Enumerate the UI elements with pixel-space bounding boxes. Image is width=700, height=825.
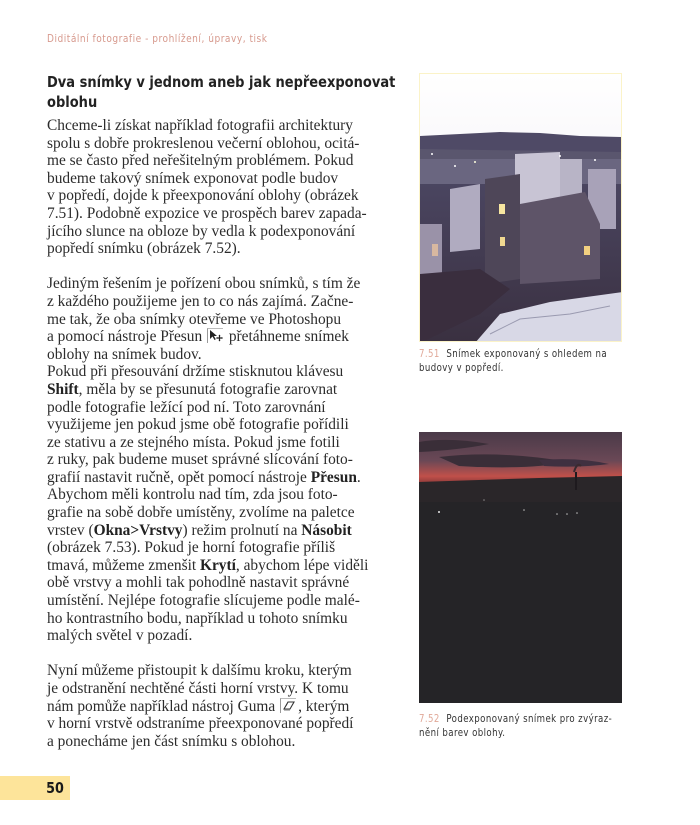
text-line: (obrázek 7.53). Pokud je horní fotografie příliš [47, 539, 336, 557]
text-line: spolu s dobře prokreslenou večerní oblohou, ocitá- [47, 134, 360, 152]
photo-underexposed-sky [419, 432, 622, 703]
text-segment: a pomocí nástroje Přesun [47, 328, 203, 346]
section-title [47, 72, 400, 112]
text-line: a ponecháme jen část snímku s oblohou. [47, 732, 296, 750]
text-line: Jediným řešením je pořízení obou snímků, s tím že [47, 275, 361, 293]
text-line: budeme takový snímek exponovat podle budov [47, 169, 339, 187]
text-line [47, 469, 387, 487]
text-line: jícího slunce na obloze by vedla k podexponování [47, 222, 356, 240]
text-line: me se často před neřešitelným problémem. Pokud [47, 152, 354, 170]
section-title-line: Dva snímky v jednom aneb jak nepřeexponovat [47, 73, 396, 91]
paragraph-3 [47, 363, 387, 645]
move-tool-icon [207, 328, 223, 343]
page-number-tab [0, 776, 70, 800]
text-line: ho kontrastního bodu, například u tohoto snímku [47, 609, 348, 627]
text-line [47, 557, 387, 575]
text-segment: , kterým [298, 697, 350, 715]
text-segment: vrstev ( [47, 521, 94, 539]
text-segment: ) režim prolnutí na [182, 521, 302, 539]
caption-text: budovy v popředí. [419, 361, 504, 374]
figure-caption [419, 348, 616, 375]
keyword-shift: Shift [47, 380, 79, 398]
text-line: v popředí, dojde k přeexponování oblohy (obrázek [47, 187, 359, 205]
text-segment: přetáhneme snímek [225, 328, 349, 346]
text-segment: grafií nastavit ručně, opět pomocí nástroje [47, 468, 311, 486]
text-line: umístění. Nejlépe fotografie slícujeme podle malé- [47, 592, 360, 610]
paragraph-2 [47, 275, 387, 363]
caption-text: Podexponovaný snímek pro zvýraz- [446, 713, 613, 725]
text-line: malých světel v pozadí. [47, 627, 193, 645]
keyword-kryti: Krytí [200, 556, 236, 574]
figure-number: 7.51 [419, 348, 440, 360]
text-segment: , měla by se přesunutá fotografie zarovnat [78, 380, 338, 398]
text-line: oblohy na snímek budov. [47, 345, 202, 363]
caption-text: Snímek exponovaný s ohledem na [446, 348, 608, 360]
text-line [47, 381, 387, 399]
text-line: Abychom měli kontrolu nad tím, zda jsou foto- [47, 486, 338, 504]
keyword-presun: Přesun [310, 468, 357, 486]
text-line: Chceme-li získat například fotografii architektury [47, 117, 353, 134]
text-line: grafie na sobě dobře umístěny, zvolíme na paletce [47, 504, 355, 522]
section-title-line: oblohu [47, 93, 98, 111]
body-text-column [47, 117, 387, 750]
text-line: je odstranění nechtěné části horní vrstvy. K tomu [47, 680, 349, 697]
eraser-tool-icon [280, 698, 296, 713]
text-segment: . [356, 468, 361, 486]
caption-text: nění barev oblohy. [419, 726, 506, 739]
paragraph-1 [47, 117, 387, 258]
keyword-okna-vrstvy: Okna>Vrstvy [93, 521, 183, 539]
text-line: obě vrstvy a mohli tak pohodlně nastavit správné [47, 574, 350, 592]
text-segment: nám pomůže například nástroj Guma [47, 697, 276, 715]
text-line: me tak, že oba snímky otevřeme ve Photoshopu [47, 310, 342, 328]
text-line [47, 698, 387, 716]
text-line: ze stativu a ze stejného místa. Pokud jsme fotili [47, 433, 340, 451]
running-header: Diditální fotografie - prohlížení, úpravy, tisk [47, 33, 268, 45]
text-line: podle fotografie ležící pod ní. Toto zarovnání [47, 398, 326, 416]
photo-overexposed-buildings [419, 73, 622, 342]
text-line: v horní vrstvě odstraníme přeexponované popředí [47, 715, 354, 733]
text-line: z každého použijeme jen to co nás zajímá. Začne- [47, 292, 354, 310]
figure-number: 7.52 [419, 713, 440, 725]
text-segment: tmavá, můžeme zmenšit [47, 556, 200, 574]
paragraph-4 [47, 662, 387, 750]
figure-caption [419, 713, 616, 740]
text-segment: , abychom lépe viděli [235, 556, 369, 574]
keyword-nasobit: Násobit [301, 521, 352, 539]
text-line [47, 522, 387, 540]
page-number: 50 [46, 779, 64, 797]
text-line: Nyní můžeme přistoupit k dalšímu kroku, kterým [47, 662, 352, 680]
text-line: využijeme jen pokud jsme obě fotografie pořídili [47, 416, 349, 434]
text-line: 7.51). Podobně expozice ve prospěch barev zapada- [47, 204, 367, 222]
text-line: z ruky, pak budeme muset správné slícování foto- [47, 451, 353, 469]
text-line: popředí snímku (obrázek 7.52). [47, 240, 241, 258]
text-line [47, 328, 387, 346]
text-line: Pokud při přesouvání držíme stisknutou klávesu [47, 363, 344, 381]
